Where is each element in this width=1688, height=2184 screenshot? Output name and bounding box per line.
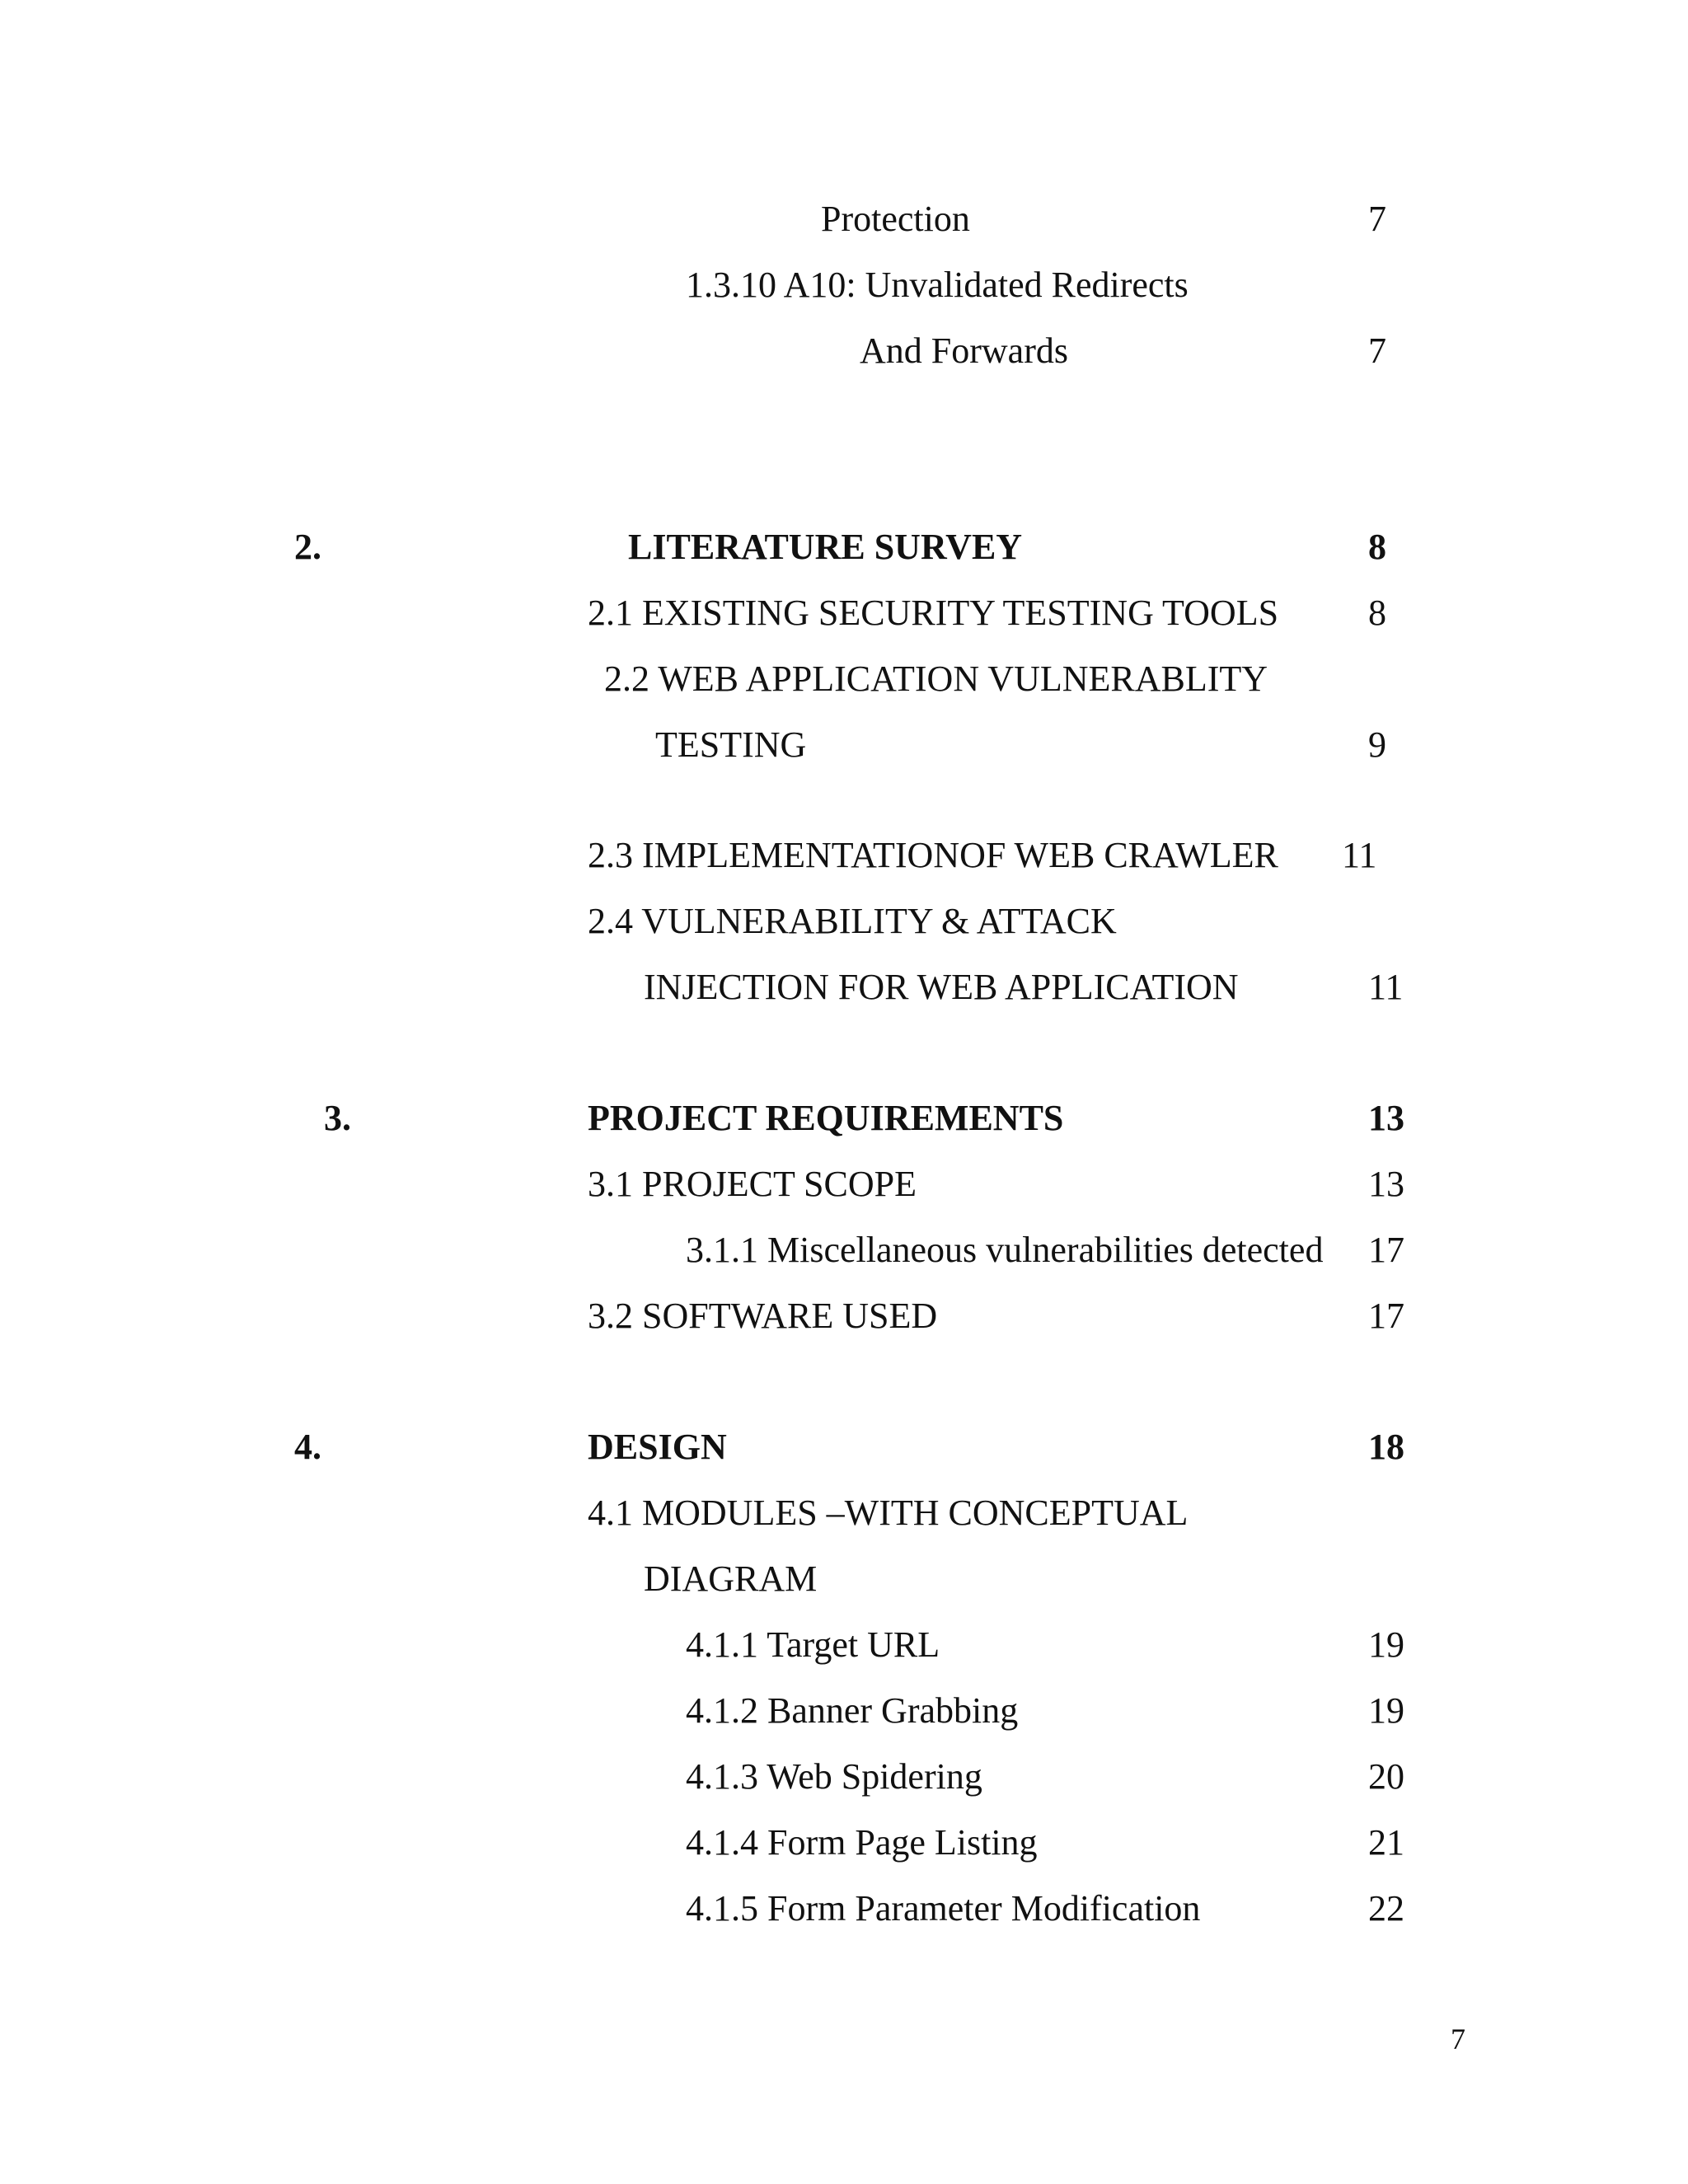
toc-entry-4-1-1-title: 4.1.1 Target URL (686, 1624, 940, 1665)
toc-entry-a9-cont-title: Protection (821, 199, 970, 239)
toc-chapter-4-number: 4. (294, 1427, 321, 1467)
toc-chapter-3-page: 13 (1368, 1098, 1404, 1138)
toc-entry-4-1-4-page: 21 (1368, 1822, 1404, 1863)
toc-entry-4-1-title-line2: DIAGRAM (644, 1558, 818, 1599)
toc-entry-a10-page: 7 (1368, 330, 1386, 371)
toc-chapter-3-number: 3. (324, 1098, 351, 1138)
toc-entry-3-2-page: 17 (1368, 1296, 1404, 1336)
toc-entry-3-2-title: 3.2 SOFTWARE USED (588, 1296, 938, 1336)
toc-entry-3-1-1-title: 3.1.1 Miscellaneous vulnerabilities detected (686, 1230, 1324, 1270)
toc-entry-3-1-title: 3.1 PROJECT SCOPE (588, 1164, 917, 1204)
toc-chapter-2-title: LITERATURE SURVEY (628, 527, 1023, 567)
toc-entry-4-1-5-title: 4.1.5 Form Parameter Modification (686, 1888, 1201, 1929)
toc-entry-2-2-page: 9 (1368, 724, 1386, 765)
toc-entry-2-2-title-line2: TESTING (655, 724, 807, 765)
toc-entry-a10-title-line2: And Forwards (860, 330, 1068, 371)
toc-entry-4-1-3-title: 4.1.3 Web Spidering (686, 1756, 982, 1797)
toc-entry-4-1-1-page: 19 (1368, 1624, 1404, 1665)
toc-entry-4-1-4-title: 4.1.4 Form Page Listing (686, 1822, 1038, 1863)
toc-entry-4-1-title-line1: 4.1 MODULES –WITH CONCEPTUAL (588, 1493, 1189, 1533)
toc-chapter-4-page: 18 (1368, 1427, 1404, 1467)
page-number: 7 (1451, 2022, 1465, 2055)
toc-entry-4-1-5-page: 22 (1368, 1888, 1404, 1929)
toc-chapter-4-title: DESIGN (588, 1427, 727, 1467)
toc-entry-2-3-page: 11 (1342, 835, 1377, 875)
toc-entry-a9-cont-page: 7 (1368, 199, 1386, 239)
toc-entry-4-1-2-page: 19 (1368, 1690, 1404, 1731)
toc-entry-2-4-title-line2: INJECTION FOR WEB APPLICATION (644, 967, 1239, 1007)
toc-chapter-2-number: 2. (294, 527, 321, 567)
toc-entry-2-4-title-line1: 2.4 VULNERABILITY & ATTACK (588, 901, 1117, 941)
toc-entry-2-4-page: 11 (1368, 967, 1404, 1007)
toc-entry-4-1-2-title: 4.1.2 Banner Grabbing (686, 1690, 1019, 1731)
toc-entry-2-1-title: 2.1 EXISTING SECURITY TESTING TOOLS (588, 593, 1279, 633)
toc-entry-3-1-1-page: 17 (1368, 1230, 1404, 1270)
toc-entry-a10-title-line1: 1.3.10 A10: Unvalidated Redirects (686, 265, 1189, 305)
toc-chapter-2-page: 8 (1368, 527, 1386, 567)
toc-entry-2-2-title-line1: 2.2 WEB APPLICATION VULNERABLITY (604, 658, 1268, 699)
toc-entry-2-1-page: 8 (1368, 593, 1386, 633)
toc-chapter-3-title: PROJECT REQUIREMENTS (588, 1098, 1064, 1138)
toc-entry-4-1-3-page: 20 (1368, 1756, 1404, 1797)
toc-entry-2-3-title: 2.3 IMPLEMENTATIONOF WEB CRAWLER (588, 835, 1278, 875)
toc-entry-3-1-page: 13 (1368, 1164, 1404, 1204)
